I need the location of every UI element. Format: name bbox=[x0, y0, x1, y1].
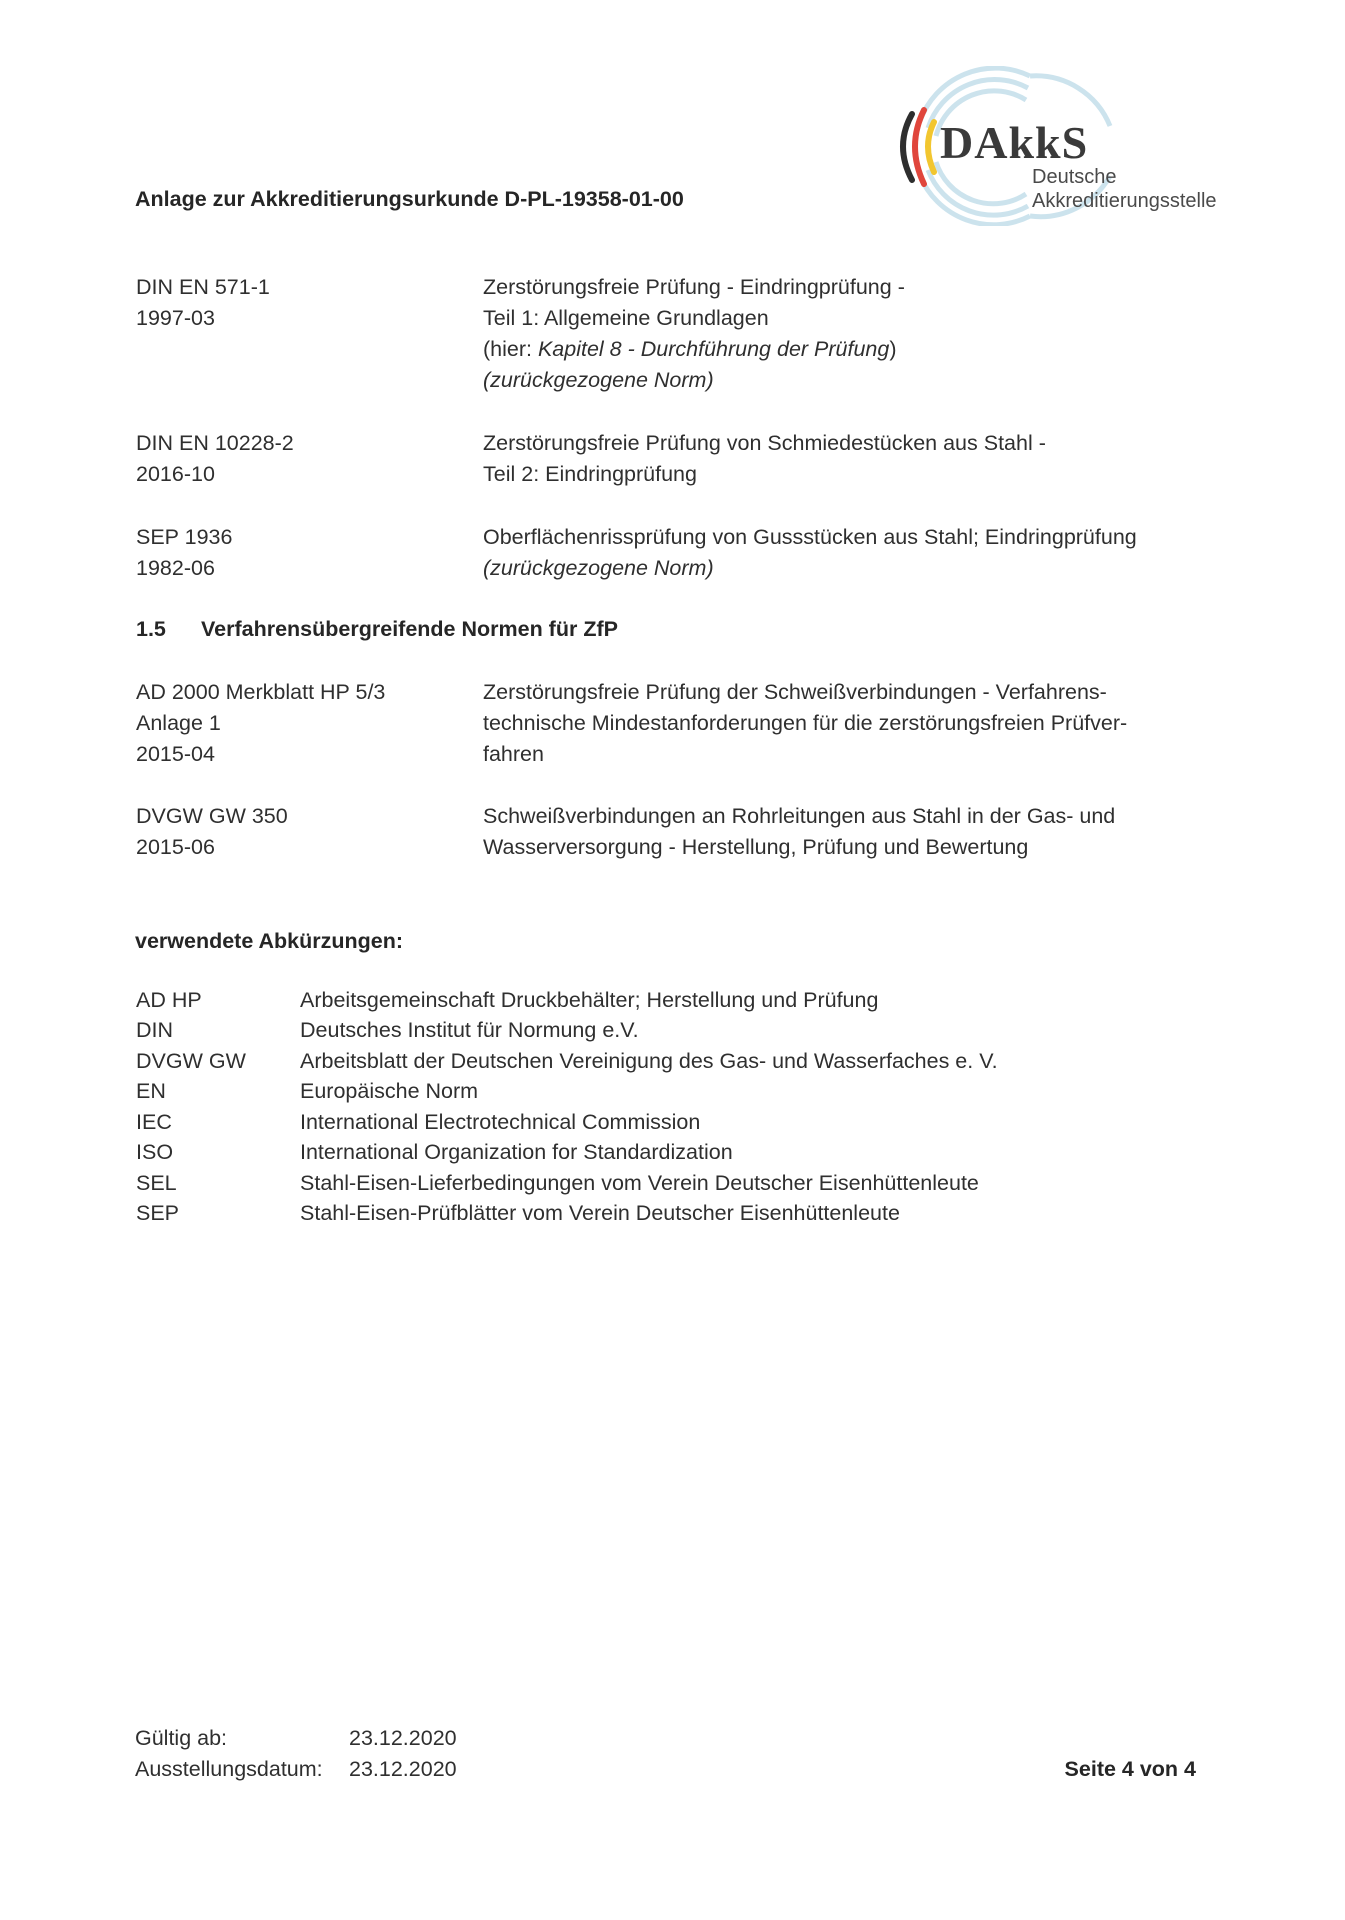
norm-description-suffix: ) bbox=[889, 337, 897, 361]
abbreviation-key: SEL bbox=[136, 1171, 177, 1195]
norm-code: AD 2000 Merkblatt HP 5/3 bbox=[136, 680, 386, 704]
abbreviation-value: Stahl-Eisen-Lieferbedingungen vom Verein Deutscher Eisenhüttenleute bbox=[300, 1171, 979, 1195]
abbreviation-key: SEP bbox=[136, 1201, 180, 1225]
norm-code: SEP 1936 bbox=[136, 525, 233, 549]
norm-code: DVGW GW 350 bbox=[136, 804, 288, 828]
norm-description-line: Zerstörungsfreie Prüfung der Schweißverbindungen - Verfahrens- bbox=[483, 680, 1107, 704]
norm-withdrawn-note: (zurückgezogene Norm) bbox=[483, 556, 714, 580]
norm-description-line: technische Mindestanforderungen für die zerstörungsfreien Prüfver- bbox=[483, 711, 1128, 735]
abbreviation-value: International Organization for Standardization bbox=[300, 1140, 733, 1164]
abbreviation-value: International Electrotechnical Commission bbox=[300, 1110, 701, 1134]
abbreviation-value: Deutsches Institut für Normung e.V. bbox=[300, 1018, 639, 1042]
norm-description-chapter: Kapitel 8 - Durchführung der Prüfung bbox=[537, 337, 890, 361]
logo-wordmark: DAkkS bbox=[940, 117, 1089, 168]
abbreviations-heading: verwendete Abkürzungen: bbox=[135, 929, 403, 953]
abbreviation-value: Arbeitsblatt der Deutschen Vereinigung des Gas- und Wasserfaches e. V. bbox=[300, 1049, 998, 1073]
abbreviation-key: AD HP bbox=[136, 988, 202, 1012]
abbreviation-value: Stahl-Eisen-Prüfblätter vom Verein Deutscher Eisenhüttenleute bbox=[300, 1201, 900, 1225]
valid-from-label: Gültig ab: bbox=[135, 1726, 228, 1750]
issue-date-label: Ausstellungsdatum: bbox=[135, 1757, 323, 1781]
valid-from-value: 23.12.2020 bbox=[349, 1726, 457, 1750]
abbreviation-key: IEC bbox=[136, 1110, 172, 1134]
norm-code: DIN EN 10228-2 bbox=[136, 431, 294, 455]
abbreviation-key: DIN bbox=[136, 1018, 174, 1042]
dakks-logo bbox=[880, 66, 1240, 226]
norm-description-prefix: (hier: bbox=[483, 337, 538, 361]
norm-withdrawn-note: (zurückgezogene Norm) bbox=[483, 368, 714, 392]
norm-description-line: Oberflächenrissprüfung von Gussstücken aus Stahl; Eindringprüfung bbox=[483, 525, 1137, 549]
abbreviation-value: Arbeitsgemeinschaft Druckbehälter; Herstellung und Prüfung bbox=[300, 988, 879, 1012]
norm-code-annex: Anlage 1 bbox=[136, 711, 221, 735]
norm-code: DIN EN 571-1 bbox=[136, 275, 270, 299]
abbreviation-key: DVGW GW bbox=[136, 1049, 246, 1073]
section-title: Verfahrensübergreifende Normen für ZfP bbox=[201, 617, 618, 641]
logo-subtitle-line2: Akkreditierungsstelle bbox=[1032, 190, 1217, 212]
norm-description-line bbox=[483, 334, 897, 365]
norm-date: 2016-10 bbox=[136, 462, 215, 486]
norm-description-line: Wasserversorgung - Herstellung, Prüfung und Bewertung bbox=[483, 835, 1029, 859]
issue-date-value: 23.12.2020 bbox=[349, 1757, 457, 1781]
logo-subtitle-line1: Deutsche bbox=[1032, 166, 1117, 188]
abbreviation-key: EN bbox=[136, 1079, 166, 1103]
norm-date: 1997-03 bbox=[136, 306, 215, 330]
page-indicator: Seite 4 von 4 bbox=[1064, 1757, 1196, 1781]
abbreviation-value: Europäische Norm bbox=[300, 1079, 479, 1103]
norm-date: 2015-04 bbox=[136, 742, 215, 766]
norm-date: 1982-06 bbox=[136, 556, 215, 580]
norm-date: 2015-06 bbox=[136, 835, 215, 859]
norm-description-line: fahren bbox=[483, 742, 544, 766]
norm-description-line: Teil 2: Eindringprüfung bbox=[483, 462, 697, 486]
section-number: 1.5 bbox=[136, 617, 166, 641]
norm-description-line: Teil 1: Allgemeine Grundlagen bbox=[483, 306, 769, 330]
norm-description-line: Zerstörungsfreie Prüfung von Schmiedestücken aus Stahl - bbox=[483, 431, 1046, 455]
norm-description-line: Schweißverbindungen an Rohrleitungen aus Stahl in der Gas- und bbox=[483, 804, 1116, 828]
abbreviation-key: ISO bbox=[136, 1140, 174, 1164]
norm-description-line: Zerstörungsfreie Prüfung - Eindringprüfung - bbox=[483, 275, 905, 299]
document-title: Anlage zur Akkreditierungsurkunde D-PL-19358-01-00 bbox=[135, 187, 684, 211]
